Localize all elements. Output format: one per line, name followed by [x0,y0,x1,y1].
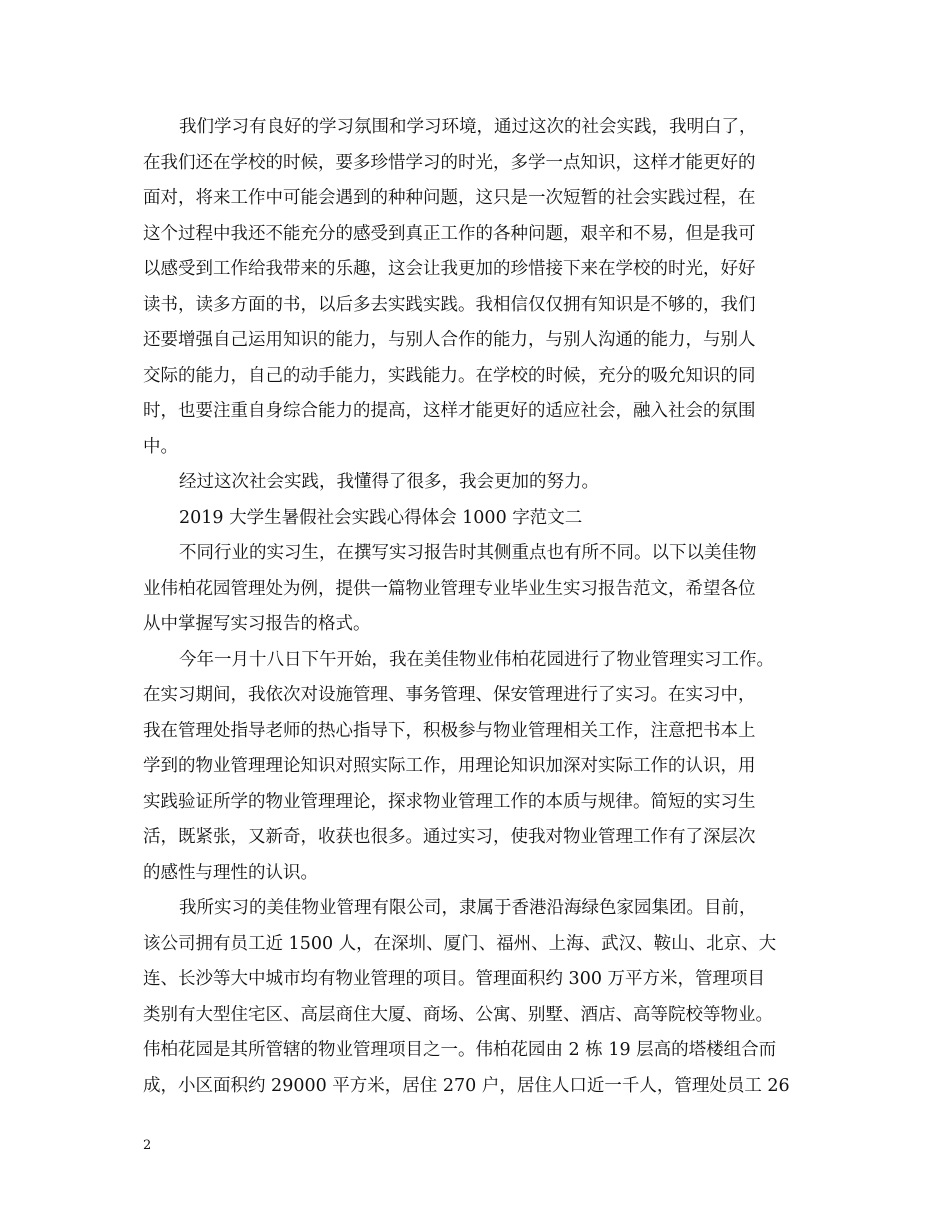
text-line: 我们学习有良好的学习氛围和学习环境，通过这次的社会实践，我明白了， [179,117,757,137]
text-line: 时，也要注重自身综合能力的提高，这样才能更好的适应社会，融入社会的氛围 [143,401,756,421]
document-body [143,110,811,1104]
text-line: 该公司拥有员工近 1500 人，在深圳、厦门、福州、上海、武汉、鞍山、北京、大 [143,933,777,954]
text-line: 这个过程中我还不能充分的感受到真正工作的各种问题，艰辛和不易，但是我可 [143,223,756,244]
text-line: 伟柏花园是其所管辖的物业管理项目之一。伟柏花园由 2 栋 19 层高的塔楼组合而 [143,1040,777,1060]
text-line: 经过这次社会实践，我懂得了很多，我会更加的努力。 [179,472,599,492]
text-line: 今年一月十八日下午开始，我在美佳物业伟柏花园进行了物业管理实习工作。 [179,649,774,670]
text-line: 连、长沙等大中城市均有物业管理的项目。管理面积约 300 万平方米，管理项目 [143,969,766,989]
page-number: 2 [143,1138,152,1153]
text-line: 读书，读多方面的书，以后多去实践实践。我相信仅仅拥有知识是不够的，我们 [143,294,756,315]
section-heading: 2019 大学生暑假社会实践心得体会 1000 字范文二 [179,507,583,528]
text-line: 的感性与理性的认识。 [143,862,318,883]
text-line: 实践验证所学的物业管理理论，探求物业管理工作的本质与规律。简短的实习生 [143,791,756,812]
text-line: 我在管理处指导老师的热心指导下，积极参与物业管理相关工作，注意把书本上 [143,720,756,741]
text-line: 中。 [143,436,178,457]
text-line: 在实习期间，我依次对设施管理、事务管理、保安管理进行了实习。在实习中， [143,685,756,705]
text-line: 从中掌握写实习报告的格式。 [143,614,371,634]
text-line: 我所实习的美佳物业管理有限公司，隶属于香港沿海绿色家园集团。目前， [179,898,757,918]
text-line: 业伟柏花园管理处为例，提供一篇物业管理专业毕业生实习报告范文，希望各位 [143,578,756,599]
text-line: 交际的能力，自己的动手能力，实践能力。在学校的时候，充分的吸允知识的同 [143,365,756,386]
text-line: 活，既紧张，又新奇，收获也很多。通过实习，使我对物业管理工作有了深层次 [143,827,756,847]
text-line: 学到的物业管理理论知识对照实际工作，用理论知识加深对实际工作的认识，用 [143,756,756,776]
text-line: 还要增强自己运用知识的能力，与别人合作的能力，与别人沟通的能力，与别人 [143,330,756,350]
text-line: 以感受到工作给我带来的乐趣，这会让我更加的珍惜接下来在学校的时光，好好 [143,259,756,279]
text-line: 在我们还在学校的时候，要多珍惜学习的时光，多学一点知识，这样才能更好的 [143,152,756,173]
text-line: 成，小区面积约 29000 平方米，居住 270 户，居住人口近一千人，管理处员工 26 [143,1075,790,1096]
text-line: 不同行业的实习生，在撰写实习报告时其侧重点也有所不同。以下以美佳物 [179,543,757,563]
text-line: 面对，将来工作中可能会遇到的种种问题，这只是一次短暂的社会实践过程，在 [143,188,756,208]
text-line: 类别有大型住宅区、高层商住大厦、商场、公寓、别墅、酒店、高等院校等物业。 [143,1004,773,1025]
